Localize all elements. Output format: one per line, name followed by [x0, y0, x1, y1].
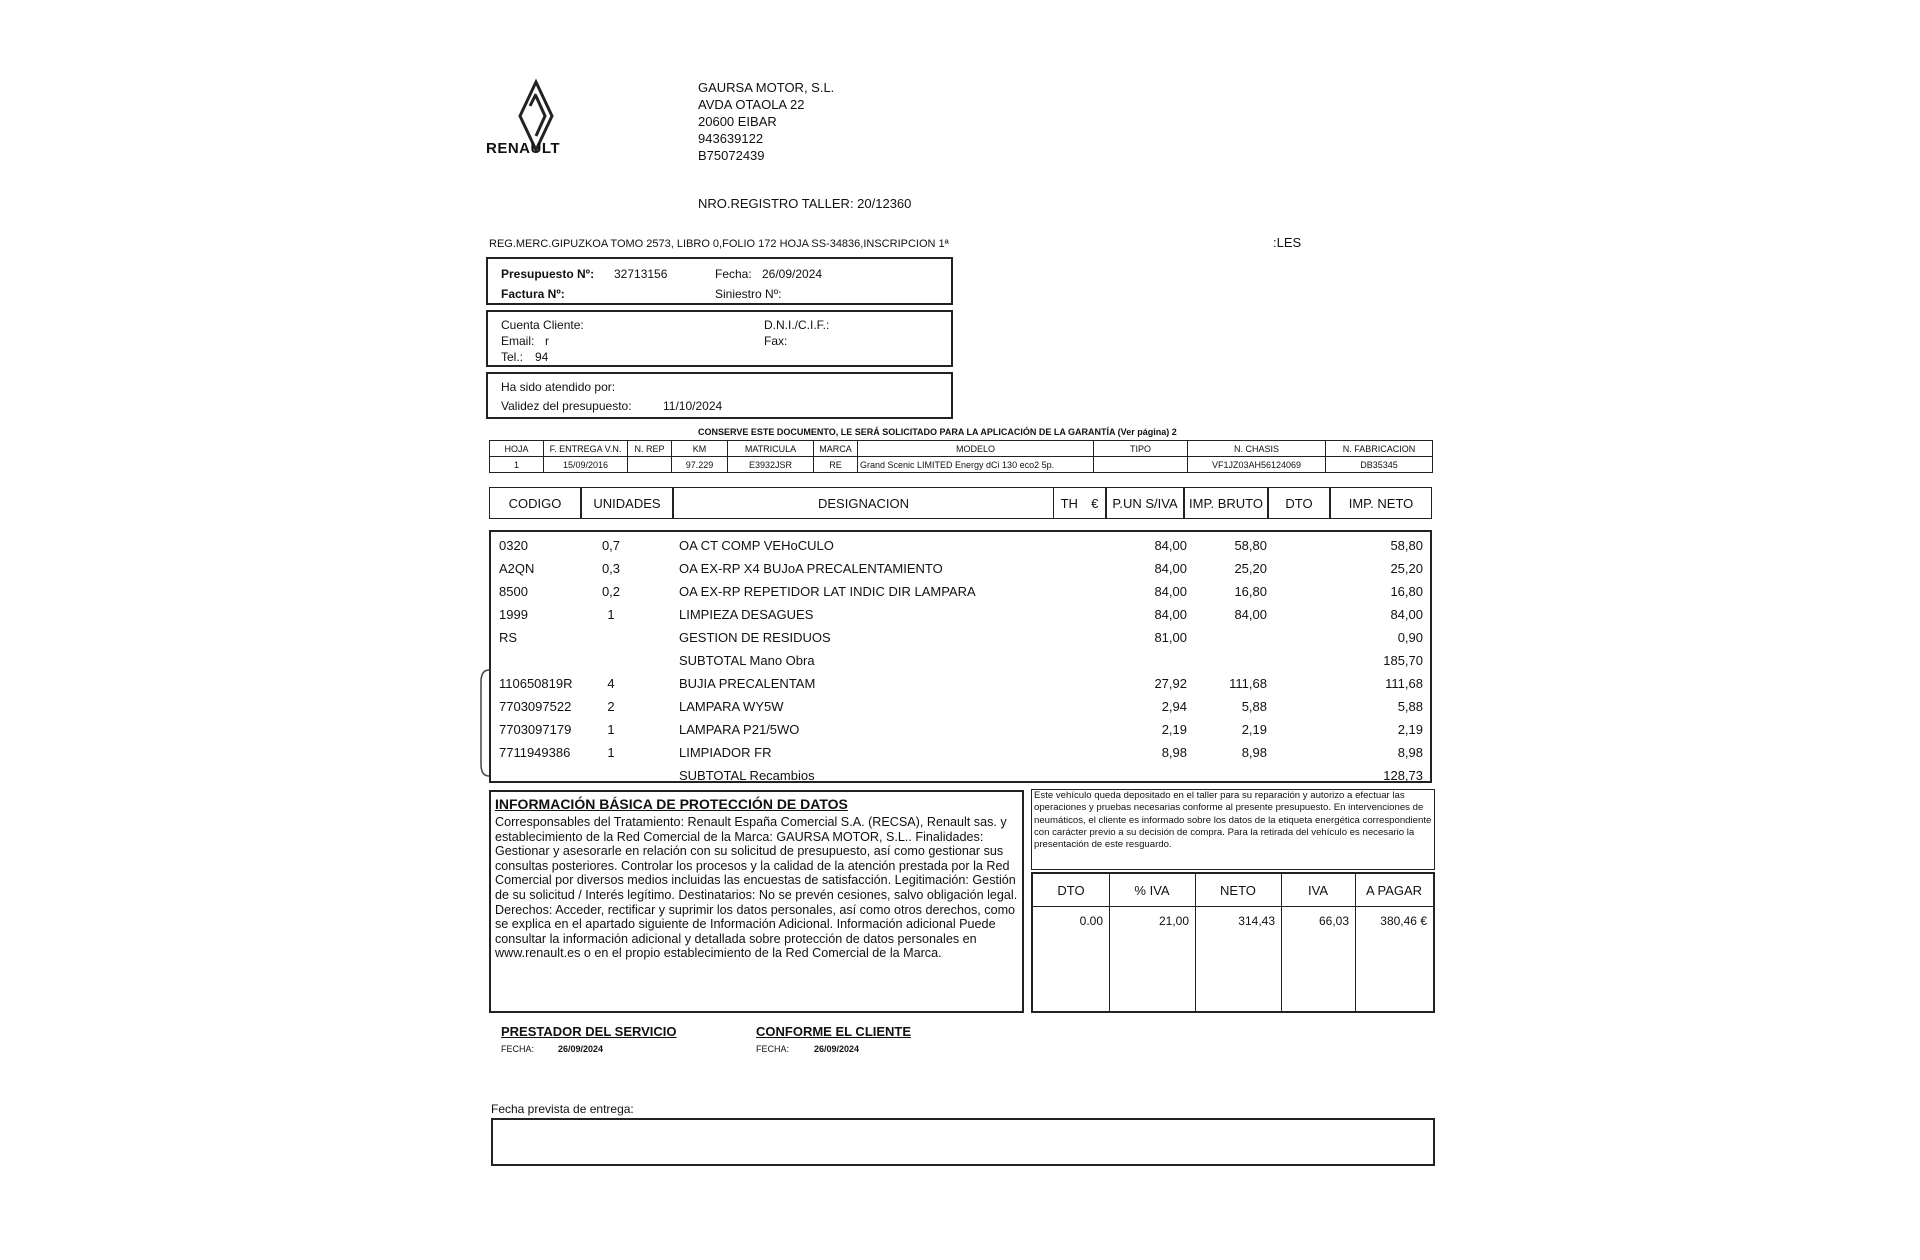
item-row: [491, 676, 1434, 698]
item-price: 2,19: [1161, 722, 1187, 737]
delivery-date-field[interactable]: [491, 1118, 1435, 1166]
prestador-fecha-label: FECHA:: [501, 1044, 535, 1054]
totals-box: [1031, 872, 1435, 1013]
item-code: RS: [499, 630, 518, 645]
vehicle-value-cell: [1094, 457, 1188, 473]
col-dto: DTO: [1268, 487, 1330, 519]
vehicle-header-cell: N. FABRICACION: [1326, 441, 1433, 457]
item-units: 0,2: [601, 584, 621, 599]
company-name: GAURSA MOTOR, S.L.: [698, 80, 835, 95]
item-row: [491, 607, 1434, 629]
vehicle-value-row: [490, 457, 1433, 473]
brand-name: RENAULT: [486, 140, 561, 157]
item-code: 1999: [499, 607, 528, 622]
vehicle-value-cell: DB35345: [1326, 457, 1433, 473]
item-row: [491, 722, 1434, 744]
vehicle-header-cell: N. REP: [628, 441, 672, 457]
item-bruto: 16,80: [1234, 584, 1267, 599]
siniestro-label: Siniestro Nº:: [715, 287, 782, 301]
item-units: 1: [607, 607, 615, 622]
item-bruto: 8,98: [1241, 745, 1267, 760]
vehicle-value-cell: RE: [814, 457, 858, 473]
vehicle-value-cell: VF1JZ03AH56124069: [1188, 457, 1326, 473]
item-row: [491, 745, 1434, 767]
item-neto: 185,70: [1383, 653, 1423, 668]
item-price: 2,94: [1161, 699, 1187, 714]
conforme-fecha-value: 26/09/2024: [814, 1044, 860, 1054]
vehicle-header-cell: TIPO: [1094, 441, 1188, 457]
totals-value: 21,00: [1158, 914, 1189, 928]
company-city: 20600 EIBAR: [698, 114, 777, 129]
item-desig: SUBTOTAL Mano Obra: [679, 653, 815, 668]
totals-header: % IVA: [1134, 882, 1170, 898]
item-bruto: 2,19: [1241, 722, 1267, 737]
vehicle-value-cell: E3932JSR: [728, 457, 814, 473]
item-units: 1: [607, 722, 615, 737]
company-phone: 943639122: [698, 131, 764, 146]
validez-label: Validez del presupuesto:: [501, 399, 632, 413]
item-bruto: 25,20: [1234, 561, 1267, 576]
validez-value: 11/10/2024: [663, 399, 723, 413]
presupuesto-value: 32713156: [614, 267, 668, 281]
prestador-fecha-value: 26/09/2024: [558, 1044, 604, 1054]
conforme-fecha-label: FECHA:: [756, 1044, 790, 1054]
registro-mercantil: REG.MERC.GIPUZKOA TOMO 2573, LIBRO 0,FOLIO 172 HOJA SS-34836,INSCRIPCION 1ª: [489, 238, 949, 250]
item-neto: 25,20: [1390, 561, 1423, 576]
item-desig: LIMPIEZA DESAGUES: [679, 607, 814, 622]
item-desig: LAMPARA WY5W: [679, 699, 784, 714]
col-th-label: TH: [1060, 495, 1078, 511]
totals-value: 314,43: [1238, 914, 1275, 928]
vehicle-value-cell: 97.229: [672, 457, 728, 473]
col-euro-label: €: [1091, 495, 1099, 511]
item-neto: 8,98: [1397, 745, 1423, 760]
item-bruto: 5,88: [1241, 699, 1267, 714]
item-row: [491, 538, 1434, 560]
fecha-value: 26/09/2024: [762, 267, 823, 281]
vehicle-header-cell: HOJA: [490, 441, 544, 457]
deposit-notice-text: Este vehículo queda depositado en el taller para su reparación y autorizo a efectuar las operaciones y pruebas necesarias conforme al presente presupuesto. En intervenciones de neumáticos, el cliente es informado sobre los datos de la etiqueta energética correspondiente con carácter previo a su decisión de compra. Para la retirada del vehículo es necesario la presentación de este resguardo.: [1034, 790, 1432, 851]
item-row: [491, 653, 1434, 675]
col-bruto: IMP. BRUTO: [1184, 487, 1268, 519]
item-row: [491, 630, 1434, 652]
item-code: 7711949386: [499, 745, 571, 760]
registro-taller: NRO.REGISTRO TALLER: 20/12360: [698, 196, 912, 211]
item-bruto: 84,00: [1234, 607, 1267, 622]
item-bruto: 58,80: [1234, 538, 1267, 553]
prestador-title: PRESTADOR DEL SERVICIO: [501, 1024, 677, 1039]
item-code: 7703097522: [499, 699, 572, 714]
item-desig: GESTION DE RESIDUOS: [679, 630, 831, 645]
vehicle-header-cell: MATRICULA: [728, 441, 814, 457]
col-neto: IMP. NETO: [1330, 487, 1432, 519]
tel-value: 94: [535, 350, 549, 364]
vehicle-table: [489, 440, 1433, 473]
item-code: 110650819R: [499, 676, 573, 691]
item-code: A2QN: [499, 561, 535, 576]
item-neto: 84,00: [1390, 607, 1423, 622]
col-pun: P.UN S/IVA: [1106, 487, 1184, 519]
col-designacion: DESIGNACION: [673, 487, 1054, 519]
factura-label: Factura Nº:: [501, 287, 565, 301]
totals-value: 0.00: [1079, 914, 1103, 928]
item-price: 8,98: [1161, 745, 1187, 760]
item-row: [491, 561, 1434, 583]
item-neto: 2,19: [1397, 722, 1423, 737]
totals-value: 380,46 €: [1380, 914, 1427, 928]
item-units: 2: [607, 699, 615, 714]
col-th: [1054, 487, 1106, 519]
items-table-body: [489, 530, 1432, 783]
bracket-mark-icon: [477, 668, 491, 778]
item-desig: SUBTOTAL Recambios: [679, 768, 815, 783]
totals-header: DTO: [1057, 882, 1085, 898]
item-price: 84,00: [1154, 607, 1187, 622]
item-code: 0320: [499, 538, 528, 553]
data-protection-text: Corresponsables del Tratamiento: Renault España Comercial S.A. (RECSA), Renault sas. y establecimiento de la Red Comercial de la Marca: GAURSA MOTOR, S.L.. Finalidades: Gestionar y asesorarle en relación con su solicitud de presupuesto, así como gestionar sus consultas posteriores. Controlar los procesos y la calidad de la atención prestada por la Red Comercial por diversos medios incluidas las encuestas de satisfacción. Legitimación: Gestión de su solicitud / Interés legítimo. Destinatarios: No se prevén cesiones, salvo obligación legal. Derechos: Acceder, rectificar y suprimir los datos personales, así como otros derechos, como se explica en el apartado siguiente de Información Adicional. Información adicional Puede consultar la información adicional y detallada sobre protección de datos personales en www.renault.es o en el propio establecimiento de la Red Comercial de la Marca.: [495, 815, 1018, 961]
tel-label: Tel.:: [501, 350, 524, 364]
delivery-label: Fecha prevista de entrega:: [491, 1102, 634, 1116]
item-price: 81,00: [1154, 630, 1187, 645]
item-code: 8500: [499, 584, 528, 599]
email-value: r: [545, 334, 549, 348]
totals-value: 66,03: [1318, 914, 1349, 928]
col-unidades: UNIDADES: [581, 487, 673, 519]
totals-header: IVA: [1308, 882, 1328, 898]
totals-header-divider: [1033, 906, 1433, 907]
item-price: 27,92: [1154, 676, 1187, 691]
item-desig: OA EX-RP X4 BUJoA PRECALENTAMIENTO: [679, 561, 943, 576]
item-neto: 5,88: [1397, 699, 1423, 714]
company-cif: B75072439: [698, 148, 765, 163]
vehicle-value-cell: Grand Scenic LIMITED Energy dCi 130 eco2 5p.: [858, 457, 1094, 473]
item-price: 84,00: [1154, 538, 1187, 553]
item-bruto: 111,68: [1229, 676, 1267, 691]
fax-label: Fax:: [764, 334, 788, 348]
item-units: 4: [607, 676, 615, 691]
item-neto: 111,68: [1385, 676, 1423, 691]
fecha-label: Fecha:: [715, 267, 752, 281]
vehicle-header-cell: MODELO: [858, 441, 1094, 457]
item-row: [491, 768, 1434, 790]
item-neto: 58,80: [1390, 538, 1423, 553]
item-price: 84,00: [1154, 561, 1187, 576]
email-label: Email:: [501, 334, 535, 348]
vehicle-header-cell: MARCA: [814, 441, 858, 457]
company-address: AVDA OTAOLA 22: [698, 97, 805, 112]
item-neto: 16,80: [1390, 584, 1423, 599]
vehicle-header-cell: KM: [672, 441, 728, 457]
totals-header: A PAGAR: [1365, 882, 1423, 898]
item-units: 0,7: [601, 538, 621, 553]
item-desig: BUJIA PRECALENTAM: [679, 676, 816, 691]
vehicle-value-cell: [628, 457, 672, 473]
item-code: 7703097179: [499, 722, 572, 737]
item-neto: 0,90: [1397, 630, 1423, 645]
item-units: 0,3: [601, 561, 621, 576]
item-desig: LAMPARA P21/5WO: [679, 722, 800, 737]
vehicle-value-cell: 1: [490, 457, 544, 473]
vehicle-value-cell: 15/09/2016: [544, 457, 628, 473]
item-units: 1: [607, 745, 615, 760]
conforme-title: CONFORME EL CLIENTE: [756, 1024, 912, 1039]
atendido-label: Ha sido atendido por:: [501, 380, 616, 394]
conserve-notice: CONSERVE ESTE DOCUMENTO, LE SERÁ SOLICITADO PARA LA APLICACIÓN DE LA GARANTÍA (Ver página) 2: [698, 427, 1177, 437]
item-row: [491, 699, 1434, 721]
cuenta-cliente-label: Cuenta Cliente:: [501, 318, 584, 332]
col-codigo: CODIGO: [489, 487, 581, 519]
data-protection-title: INFORMACIÓN BÁSICA DE PROTECCIÓN DE DATOS: [495, 796, 848, 812]
item-desig: OA CT COMP VEHoCULO: [679, 538, 834, 553]
vehicle-header-cell: N. CHASIS: [1188, 441, 1326, 457]
presupuesto-label: Presupuesto Nº:: [501, 267, 595, 281]
vehicle-header-cell: F. ENTREGA V.N.: [544, 441, 628, 457]
item-neto: 128,73: [1383, 768, 1423, 783]
stray-text: :LES: [1273, 235, 1302, 250]
vehicle-header-row: [490, 441, 1433, 457]
item-row: [491, 584, 1434, 606]
totals-header: NETO: [1220, 882, 1256, 898]
item-desig: OA EX-RP REPETIDOR LAT INDIC DIR LAMPARA: [679, 584, 976, 599]
item-price: 84,00: [1154, 584, 1187, 599]
item-desig: LIMPIADOR FR: [679, 745, 772, 760]
dni-label: D.N.I./C.I.F.:: [764, 318, 830, 332]
